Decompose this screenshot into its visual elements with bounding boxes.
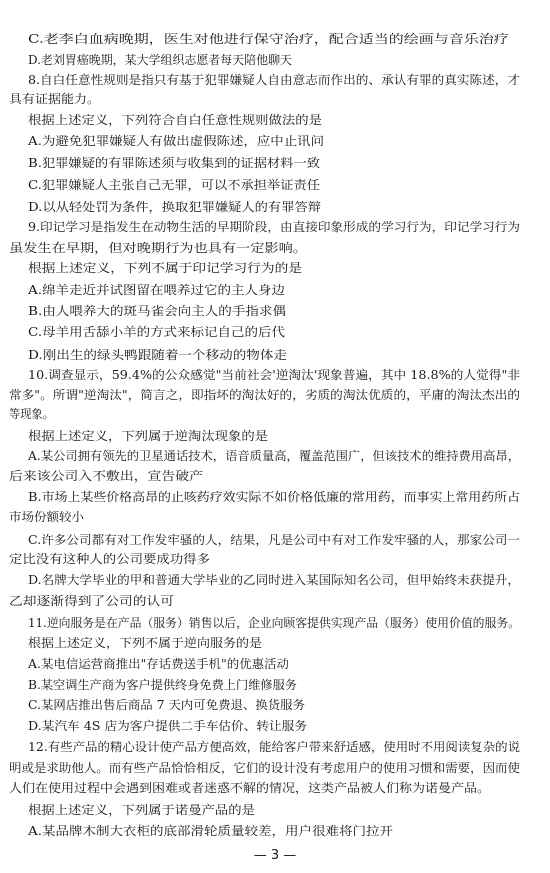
text-line	[0, 718, 550, 734]
text-line-content: 8.自白任意性规则是指只有基于犯罪嫌疑人自由意志而作出的、承认有罪的真实陈述，才	[28, 73, 520, 87]
text-line-content: A.某公司拥有领先的卫星通话技术，语音质量高，覆盖范围广，但该技术的维持费用高昂，	[28, 449, 520, 463]
text-line-content: 人们在使用过程中会遇到困难或者迷惑不解的情况，这类产品被人们称为诺曼产品。	[9, 781, 490, 795]
text-line	[0, 739, 550, 755]
text-line	[0, 133, 550, 149]
text-line-content: 根据上述定义，下列属于逆淘汰现象的是	[28, 429, 268, 443]
text-line-content: A.某电信运营商推出"存话费送手机"的优惠活动	[28, 657, 289, 671]
text-line	[0, 347, 550, 363]
text-line	[0, 697, 550, 713]
text-line-content: 市场份额较小	[9, 510, 84, 524]
text-line-content: B.由人喂养大的斑马雀会向主人的手指求偶	[28, 304, 286, 318]
text-line	[0, 72, 550, 88]
text-line	[0, 91, 550, 107]
text-line-content: B.犯罪嫌疑的有罪陈述须与收集到的证据材料一致	[28, 156, 321, 170]
text-line	[0, 303, 550, 319]
text-line-content: 明或是求助他人。而有些产品恰恰相反，它们的设计没有考虑用户的使用习惯和需要，因而使	[9, 761, 520, 775]
text-line	[0, 31, 550, 47]
text-line	[0, 177, 550, 193]
text-line	[0, 780, 550, 796]
text-line-content: D.某汽车 4S 店为客户提供二手车估价、转让服务	[28, 719, 307, 733]
text-line-content: C.母羊用舌舔小羊的方式来标记自己的后代	[28, 325, 285, 339]
text-line-content: D.名牌大学毕业的甲和普通大学毕业的乙同时进入某国际知名公司，但甲始终未获提升，	[28, 573, 520, 587]
text-line	[0, 367, 550, 383]
text-line	[0, 572, 550, 588]
text-line-content: A.为避免犯罪嫌疑人有做出虚假陈述，应中止讯问	[28, 134, 324, 148]
text-line	[0, 593, 550, 609]
text-line-content: 根据上述定义，下列不属于印记学习行为的是	[28, 261, 302, 275]
text-line	[0, 428, 550, 444]
text-line-content: 根据上述定义，下列属于诺曼产品的是	[28, 803, 256, 817]
text-line-content: D.刚出生的绿头鸭跟随着一个移动的物体走	[28, 348, 287, 362]
text-line	[0, 199, 550, 215]
text-line	[0, 52, 550, 68]
text-line	[0, 282, 550, 298]
text-line	[0, 387, 550, 403]
text-line-content: B.市场上某些价格高昂的止咳药疗效实际不如价格低廉的常用药，而事实上常用药所占	[28, 490, 520, 504]
text-line-content: A.某品牌木制大衣柜的底部滑轮质量较差，用户很难将门拉开	[28, 824, 393, 838]
text-line-content: 具有证据能力。	[9, 92, 101, 106]
text-line	[0, 532, 550, 548]
text-line	[0, 260, 550, 276]
text-line-content: A.绵羊走近并试图留在喂养过它的主人身边	[28, 283, 285, 297]
text-line-content: 乙却逐渐得到了公司的认可	[9, 594, 174, 608]
text-line	[0, 551, 550, 567]
text-line	[0, 240, 550, 256]
text-line-content: C.许多公司都有对工作发牢骚的人，结果，凡是公司中有对工作发牢骚的人，那家公司一	[28, 533, 520, 547]
text-line-content: 虽发生在早期，但对晚期行为也具有一定影响。	[9, 241, 307, 255]
text-line	[0, 509, 550, 525]
text-line-content: 根据上述定义，下列符合自白任意性规则做法的是	[28, 113, 322, 127]
text-line-content: 10.调查显示，59.4%的公众感觉"当前社会'逆淘汰'现象普遍，其中 18.8%的人觉得"非	[28, 368, 520, 382]
text-line	[0, 448, 550, 464]
text-line-content: 9.印记学习是指发生在动物生活的早期阶段，由直接印象形成的学习行为，印记学习行为	[28, 220, 520, 234]
text-line-content: B.某空调生产商为客户提供终身免费上门维修服务	[28, 678, 297, 692]
text-line	[0, 760, 550, 776]
text-line	[0, 112, 550, 128]
text-line	[0, 615, 550, 631]
text-line-content: 根据上述定义，下列不属于逆向服务的是	[28, 636, 262, 650]
text-line-content: 常多"。所谓"逆淘汰"，简言之，即指坏的淘汰好的，劣质的淘汰优质的，平庸的淘汰杰出的	[9, 388, 520, 402]
text-line	[0, 324, 550, 340]
text-line-content: 等现象。	[9, 407, 54, 421]
text-line	[0, 468, 550, 484]
text-line-content: D.老刘胃癌晚期，某大学组织志愿者每天陪他聊天	[28, 53, 292, 67]
text-line-content: C.犯罪嫌疑人主张自己无罪，可以不承担举证责任	[28, 178, 320, 192]
page-number: — 3 —	[253, 848, 297, 863]
text-line-content: 后来该公司入不敷出，宣告破产	[9, 469, 203, 483]
text-line	[0, 489, 550, 505]
text-line-content: 定比没有这种人的公司要成功得多	[9, 552, 210, 566]
text-line-content: C.某网店推出售后商品 7 天内可免费退、换货服务	[28, 698, 305, 712]
text-line	[0, 635, 550, 651]
text-line-content: 11.逆向服务是在产品（服务）销售以后，企业向顾客提供实现产品（服务）使用价值的服务。	[28, 616, 520, 630]
text-line-content: 12.有些产品的精心设计使产品方便高效，能给客户带来舒适感，使用时不用阅读复杂的说	[28, 740, 520, 754]
text-line	[0, 802, 550, 818]
text-line	[0, 677, 550, 693]
text-line-content: C.老李白血病晚期，医生对他进行保守治疗，配合适当的绘画与音乐治疗	[28, 32, 509, 46]
text-line	[0, 219, 550, 235]
text-line	[0, 406, 550, 422]
text-line	[0, 823, 550, 839]
text-line	[0, 656, 550, 672]
text-line-content: D.以从轻处罚为条件，换取犯罪嫌疑人的有罪答辩	[28, 200, 321, 214]
text-line	[0, 155, 550, 171]
